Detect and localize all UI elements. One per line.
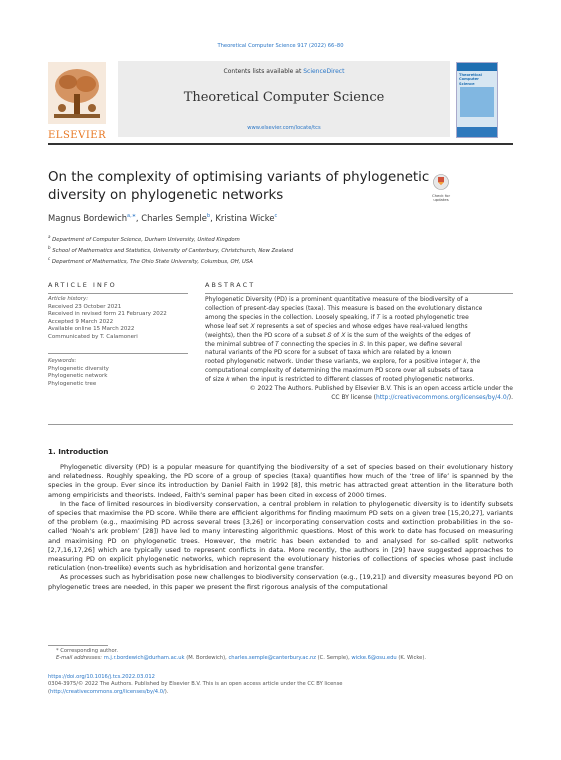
contents-available bbox=[118, 68, 450, 76]
author-2[interactable]: Charles Semple$^b$, bbox=[141, 213, 216, 223]
article-title-line2: diversity on phylogenetic networks bbox=[48, 188, 284, 203]
footer-license-link[interactable]: http://creativecommons.org/licenses/by/4.0/ bbox=[50, 688, 165, 695]
journal-title: Theoretical Computer Science bbox=[183, 90, 385, 105]
affiliation-b: $^b$ School of Mathematics and Statistics, University of Canterbury, Christchurch, New Zealand bbox=[48, 245, 294, 254]
license-line-2: CC BY license (http://creativecommons.org/licenses/by/4.0/). bbox=[331, 393, 513, 401]
intro-body bbox=[48, 463, 513, 592]
journal-homepage-link[interactable]: www.elsevier.com/locate/tcs bbox=[247, 125, 321, 131]
contents-prefix: Contents lists available at bbox=[223, 68, 304, 75]
abstract-line: (weights), then the PD score of a subset 𝑆 of 𝑋 is the sum of the weights of the edges of bbox=[205, 331, 471, 339]
keyword-2: Phylogenetic network bbox=[48, 373, 108, 380]
history-revised: Received in revised form 21 February 2022 bbox=[48, 311, 167, 318]
footnote-corresponding: * Corresponding author. bbox=[56, 648, 118, 654]
journal-citation[interactable]: Theoretical Computer Science 917 (2022) 66–80 bbox=[217, 43, 344, 49]
abstract-line: of size 𝑘 when the input is restricted to different classes of rooted phylogenetic networks. bbox=[205, 376, 475, 384]
article-title bbox=[48, 169, 448, 205]
article-info-rule bbox=[48, 293, 188, 294]
footer-license: (http://creativecommons.org/licenses/by/4.0/). bbox=[48, 688, 169, 695]
footnote-emails: E-mail addresses: m.j.r.bordewich@durham.ac.uk (M. Bordewich), charles.semple@canterbury.ac.nz (C. Semple), wicke.6@osu.edu (K. Wicke). bbox=[56, 655, 427, 662]
abstract-line: rooted phylogenetic network. Under these variants, we explore, for a positive integer 𝑘, the bbox=[205, 358, 481, 366]
intro-paragraph-3: As processes such as hybridisation pose new challenges to biodiversity conservation (e.g., [19,21]) and diversity measures beyond PD on phylogenetic trees are needed, in this paper we present the first rigorous analysis of the computational bbox=[48, 573, 513, 591]
footnote-rule bbox=[48, 645, 108, 646]
sciencedirect-link[interactable]: ScienceDirect bbox=[303, 68, 345, 75]
elsevier-logo bbox=[48, 62, 107, 141]
intro-heading: 1. Introduction bbox=[48, 447, 109, 456]
abstract-line: among the species in the collection. Loosely speaking, if 𝑇 is a rooted phylogenetic tree bbox=[205, 313, 469, 321]
check-updates-icon bbox=[433, 174, 449, 190]
history-communicated: Communicated by T. Calamoneri bbox=[48, 333, 138, 340]
abstract-line: whose leaf set 𝑋 represents a set of species and whose edges have real-valued lengths bbox=[205, 322, 468, 330]
author-1[interactable]: Magnus Bordewich$^{a,∗}$, bbox=[48, 213, 142, 223]
abstract-end-rule bbox=[48, 424, 513, 425]
affiliation-c: $^c$ Department of Mathematics, The Ohio State University, Columbus, OH, USA bbox=[48, 256, 253, 266]
abstract-line: the minimal subtree of 𝑇 connecting the species in 𝑆. In this paper, we define several bbox=[205, 340, 462, 348]
check-updates-badge[interactable] bbox=[425, 174, 457, 206]
license-line-1: © 2022 The Authors. Published by Elsevier B.V. This is an open access article under the bbox=[249, 385, 513, 393]
abstract-line: Phylogenetic Diversity (PD) is a prominent quantitative measure of the biodiversity of a bbox=[205, 296, 469, 303]
abstract-line: computational complexity of determining the maximum PD score over all subsets of taxa bbox=[205, 367, 474, 375]
journal-cover bbox=[456, 62, 498, 138]
check-updates-label: Check for updates bbox=[431, 193, 451, 203]
keyword-1: Phylogenetic diversity bbox=[48, 365, 109, 372]
elsevier-tree-icon bbox=[48, 62, 106, 124]
author-list bbox=[48, 213, 277, 223]
keyword-3: Phylogenetic tree bbox=[48, 380, 97, 387]
email-wicke[interactable]: wicke.6@osu.edu bbox=[351, 655, 397, 662]
article-history bbox=[48, 296, 188, 342]
intro-paragraph-1: Phylogenetic diversity (PD) is a popular measure for quantifying the biodiversity of a set of species based on their evolutionary history and relatedness. Roughly speaking, the PD score of a group of species (taxa) quantifies how much of the ‘tree of life’ is spanned by the species in the group. Ever since its introduction by Daniel Faith in 1992 [8], this metric has attracted great attention in the literature both among empiricists and theorists. Indeed, Faith’s seminal paper has been cited in excess of 2000 times. bbox=[48, 463, 513, 499]
affiliations bbox=[48, 233, 513, 267]
doi-link[interactable]: https://doi.org/10.1016/j.tcs.2022.03.012 bbox=[48, 674, 155, 680]
article-info-heading: ARTICLE INFO bbox=[48, 281, 117, 289]
keywords-label: Keywords: bbox=[48, 358, 77, 364]
history-label: Article history: bbox=[48, 296, 89, 302]
intro-paragraph-2: In the face of limited resources in biodiversity conservation, a central problem in relation to phylogenetic diversity is to identify subsets of species that maximise the PD score. While there are efficient algorithms for finding maximum PD sets on a given tree [15,20,27], variants of the problem (e.g., maximising PD across several trees [3,26] or incorporating conservation costs and extinction probabilities in the so-called ‘Noah’s ark problem’ [28]) have led to many interesting algorithmic questions. Most of this work to date has focused on measuring and maximising PD on phylogenetic trees. However, the metric has been extended to and analysed for so-called split networks [2,7,16,17,26] which are typically used to represent conflicts in data. More recently, the authors in [29] have suggested approaches to measuring PD on explicit phylogenetic networks, which represent the evolutionary histories of collections of species whose past include reticulation (non-treelike) events such as hybridisation and horizontal gene transfer. bbox=[48, 499, 513, 573]
cover-bottom-band bbox=[457, 127, 497, 137]
header-rule bbox=[48, 143, 513, 145]
issn-line: 0304-3975/© 2022 The Authors. Published by Elsevier B.V. This is an open access article under the CC BY license bbox=[48, 681, 343, 688]
keywords bbox=[48, 358, 188, 388]
abstract-body bbox=[205, 296, 513, 403]
page-footer bbox=[48, 674, 513, 696]
article-title-line1: On the complexity of optimising variants of phylogenetic bbox=[48, 170, 430, 185]
history-received: Received 23 October 2021 bbox=[48, 303, 122, 310]
footnote bbox=[48, 648, 513, 663]
abstract-rule bbox=[205, 293, 513, 294]
history-online: Available online 15 March 2022 bbox=[48, 326, 135, 333]
author-3[interactable]: Kristina Wicke$^c$ bbox=[215, 213, 278, 223]
email-bordewich[interactable]: m.j.r.bordewich@durham.ac.uk bbox=[103, 655, 185, 662]
cover-graphic bbox=[460, 87, 494, 117]
abstract-line: natural variants of the PD score for a subset of taxa which are related by a known bbox=[205, 349, 452, 357]
keywords-rule bbox=[48, 353, 188, 354]
abstract-line: collection of present-day species (taxa). This measure is based on the evolutionary distance bbox=[205, 304, 483, 312]
affiliation-a: $^a$ Department of Computer Science, Durham University, United Kingdom bbox=[48, 234, 240, 243]
abstract-heading: ABSTRACT bbox=[205, 281, 256, 289]
email-semple[interactable]: charles.semple@canterbury.ac.nz bbox=[228, 655, 316, 662]
abstract-license-link[interactable]: http://creativecommons.org/licenses/by/4.0/ bbox=[376, 393, 509, 401]
elsevier-wordmark: ELSEVIER bbox=[48, 130, 107, 141]
history-accepted: Accepted 9 March 2022 bbox=[48, 318, 114, 325]
cover-top-band bbox=[457, 63, 497, 71]
cover-title: Theoretical Computer Science bbox=[459, 73, 482, 86]
